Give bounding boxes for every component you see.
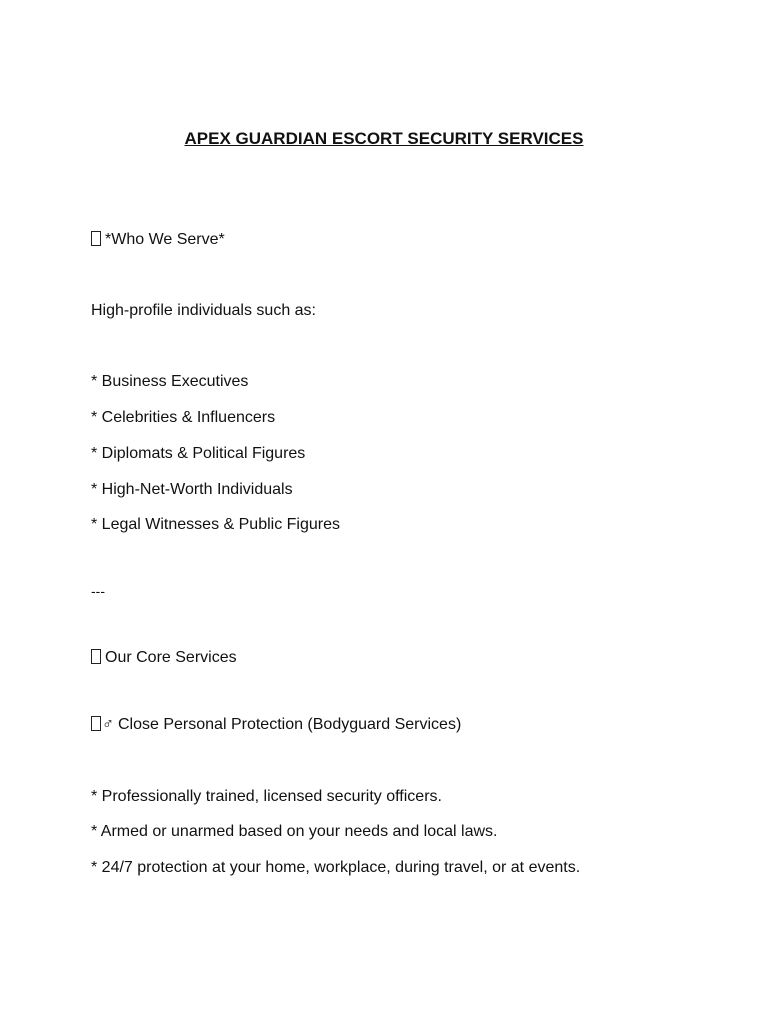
section-heading-who-we-serve: [91, 230, 225, 250]
missing-glyph-icon: [91, 649, 101, 664]
close-protection-subheading: Close Personal Protection (Bodyguard Services): [118, 716, 462, 733]
section-separator: ---: [91, 583, 105, 599]
section-intro: High-profile individuals such as:: [91, 302, 316, 319]
missing-glyph-icon: [91, 716, 101, 731]
list-item: * Legal Witnesses & Public Figures: [91, 516, 340, 533]
male-symbol-icon: ♂: [102, 716, 114, 733]
list-item: * Diplomats & Political Figures: [91, 445, 306, 462]
subheading-close-protection: [91, 715, 461, 735]
who-we-serve-heading: *Who We Serve*: [105, 231, 225, 248]
list-item: * High-Net-Worth Individuals: [91, 481, 293, 498]
document-title: APEX GUARDIAN ESCORT SECURITY SERVICES: [184, 129, 584, 148]
list-item: * Professionally trained, licensed security officers.: [91, 788, 442, 805]
missing-glyph-icon: [91, 231, 101, 246]
list-item: * Celebrities & Influencers: [91, 409, 276, 426]
core-services-heading: Our Core Services: [105, 649, 237, 666]
section-heading-core-services: [91, 648, 237, 668]
list-item: * Armed or unarmed based on your needs and local laws.: [91, 823, 498, 840]
list-item: * Business Executives: [91, 373, 249, 390]
list-item: * 24/7 protection at your home, workplace, during travel, or at events.: [91, 859, 581, 876]
